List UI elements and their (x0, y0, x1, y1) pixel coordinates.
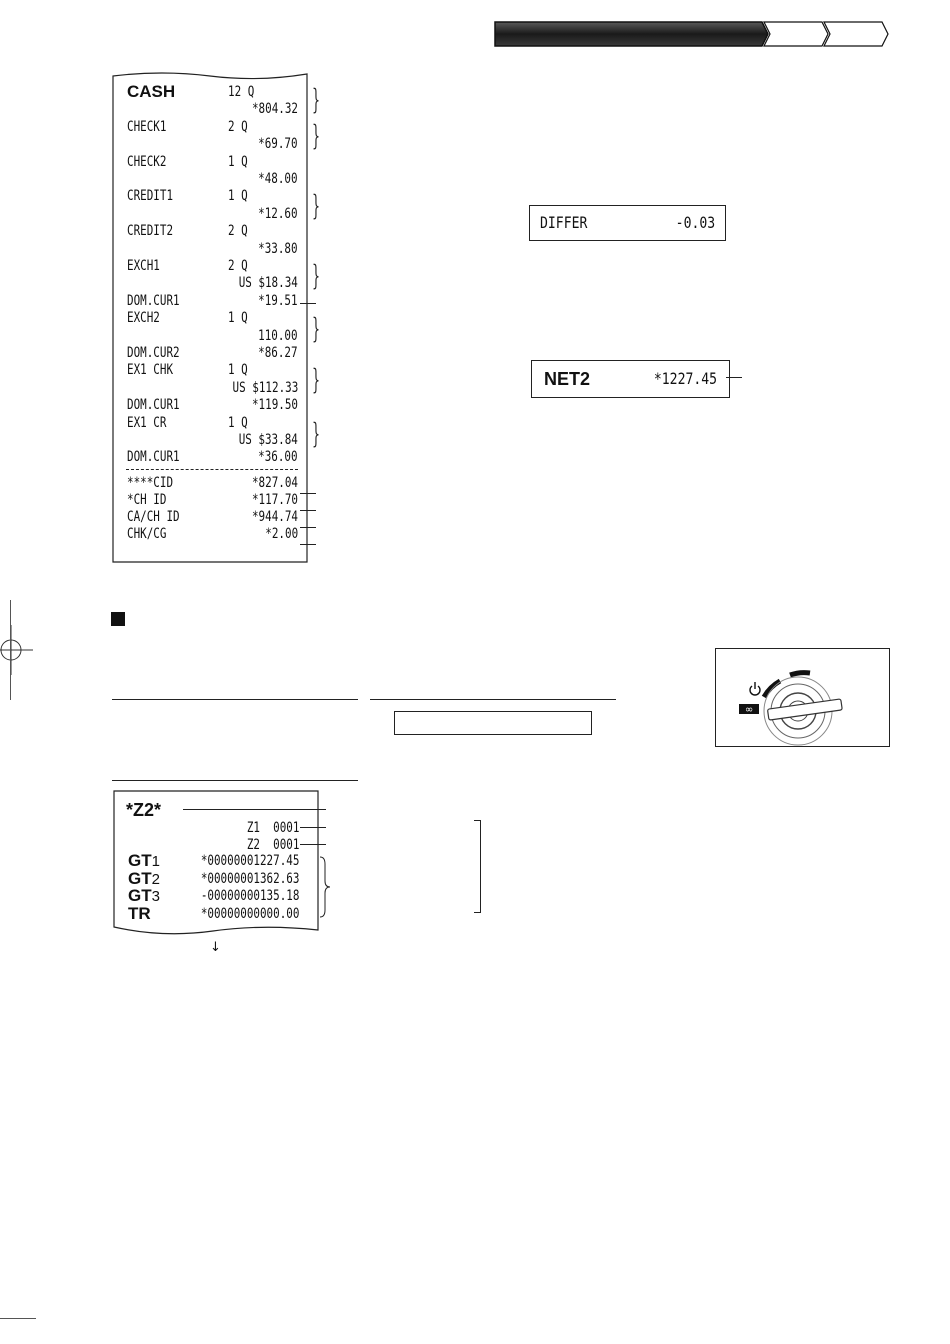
leader-cachid (300, 527, 316, 528)
receipt-top-label: EX1 CHK (127, 362, 174, 379)
receipt-top-divider (126, 469, 298, 470)
mode-switch-icon (716, 649, 889, 746)
receipt-top-value: *804.32 (251, 101, 298, 118)
rule-left-2 (112, 780, 358, 781)
gt-line-suffix: 3 (151, 888, 160, 905)
receipt-top-label: CREDIT1 (127, 188, 174, 205)
leader-net2 (726, 377, 742, 378)
receipt-top-total-label: CHK/CG (127, 525, 167, 542)
display-differ-value: -0.03 (675, 213, 715, 232)
receipt-top-total-label: ****CID (127, 474, 174, 491)
z-counter-line (246, 820, 299, 836)
z-counter-line (246, 837, 299, 853)
power-icon (750, 682, 760, 695)
display-net2 (531, 360, 730, 398)
receipt-top-total-label: *CH ID (127, 491, 167, 508)
receipt-top-label: CASH (127, 82, 176, 101)
gt-line-value: *00000000000.00 (200, 905, 299, 922)
gt-line-label (128, 904, 151, 924)
display-net2-label: NET2 (544, 369, 591, 389)
display-differ-label: DIFFER (540, 213, 588, 232)
rule-middle (370, 699, 616, 700)
arrow-down-icon: ↓ (210, 940, 221, 955)
z-counter-value: 0001 (272, 837, 299, 853)
leader-cid (300, 493, 316, 494)
gt-line-value: *00000001362.63 (200, 870, 299, 887)
gt-line-suffix: 1 (151, 853, 160, 870)
brace-exch2: } (312, 312, 321, 345)
receipt-top-value: *19.51 (258, 292, 298, 309)
brace-exch1: } (312, 259, 321, 292)
receipt-top-total-value: *2.00 (265, 525, 298, 542)
z-counter-label: Z2 (246, 837, 260, 853)
leader-chkcg (300, 544, 316, 545)
svg-text:∞: ∞ (744, 704, 754, 716)
receipt-top-total-label: CA/CH ID (127, 508, 180, 525)
receipt-top-label: EXCH1 (127, 258, 160, 274)
display-net2-value: *1227.45 (653, 369, 717, 388)
receipt-top-count: 1 Q (228, 310, 248, 327)
receipt-top-label: DOM.CUR1 (127, 449, 180, 466)
brace-ex1chk: } (312, 363, 321, 396)
receipt-top-value: US $112.33 (232, 379, 298, 396)
gt-line-prefix: GT (128, 851, 152, 870)
receipt-top-value: 110.00 (258, 327, 298, 344)
receipt-top-count: 12 Q (228, 84, 255, 100)
brace-check: } (312, 119, 321, 152)
gt-line-suffix: 2 (151, 870, 160, 888)
right-bracket (474, 820, 481, 913)
infinity-icon (739, 704, 759, 716)
receipt-top-label: CREDIT2 (127, 223, 174, 240)
receipt-top-total-value: *944.74 (251, 508, 298, 525)
receipt-top (112, 84, 308, 564)
z-counter-label: Z1 (246, 820, 260, 836)
receipt-top-total-value: *117.70 (251, 491, 298, 508)
receipt-top-value: *36.00 (258, 449, 298, 466)
receipt-top-count: 1 Q (228, 362, 248, 379)
receipt-top-value: *33.80 (258, 240, 298, 257)
entry-box (394, 711, 592, 735)
leader-z1 (300, 827, 326, 828)
leader-z2 (300, 844, 326, 845)
leader-chid (300, 510, 316, 511)
receipt-top-value: *48.00 (258, 171, 298, 187)
receipt-top-label: DOM.CUR1 (127, 292, 180, 309)
receipt-top-count: 1 Q (228, 188, 248, 205)
receipt-top-value: *69.70 (258, 136, 298, 153)
receipt-top-label: EX1 CR (127, 414, 167, 431)
mode-switch-box (715, 648, 890, 747)
leader-domcur1 (300, 303, 316, 304)
gt-line-value: -00000000135.18 (200, 888, 299, 904)
receipt-top-label: DOM.CUR2 (127, 345, 180, 361)
rule-left (112, 699, 358, 700)
receipt-top-value: *12.60 (258, 205, 298, 222)
receipt-top-count: 1 Q (228, 414, 248, 431)
receipt-top-value: US $33.84 (238, 432, 298, 448)
brace-credit: } (312, 189, 321, 222)
receipt-top-value: *86.27 (258, 345, 298, 361)
crop-mark (0, 625, 34, 675)
receipt-top-label: DOM.CUR1 (127, 397, 180, 414)
gt-line-prefix: TR (128, 903, 151, 923)
brace-cash: } (312, 83, 321, 116)
receipt-top-label: EXCH2 (127, 310, 160, 327)
receipt-top-count: 1 Q (228, 153, 248, 170)
black-square-icon (111, 612, 125, 626)
receipt-top-count: 2 Q (228, 223, 248, 240)
gt-line-prefix: GT (128, 886, 152, 905)
receipt-top-count: 2 Q (228, 118, 248, 135)
brace-gt (318, 856, 332, 918)
leader-z2-title (183, 809, 326, 810)
display-differ (529, 205, 726, 241)
bottom-margin-line (0, 1318, 36, 1319)
receipt-top-value: US $18.34 (238, 275, 298, 292)
receipt-top-label: CHECK2 (127, 153, 167, 170)
z-counter-value: 0001 (272, 820, 299, 836)
header-tab-bar (494, 21, 889, 47)
brace-ex1cr: } (312, 417, 321, 450)
gt-line-prefix: GT (128, 868, 152, 888)
gt-line-value: *00000001227.45 (200, 853, 299, 869)
margin-line (10, 600, 11, 700)
receipt-top-label: CHECK1 (127, 118, 167, 135)
receipt-top-total-value: *827.04 (251, 474, 298, 491)
receipt-bottom (113, 798, 319, 928)
receipt-top-count: 2 Q (228, 258, 248, 274)
receipt-top-value: *119.50 (251, 397, 298, 414)
z2-title: *Z2* (126, 800, 162, 820)
